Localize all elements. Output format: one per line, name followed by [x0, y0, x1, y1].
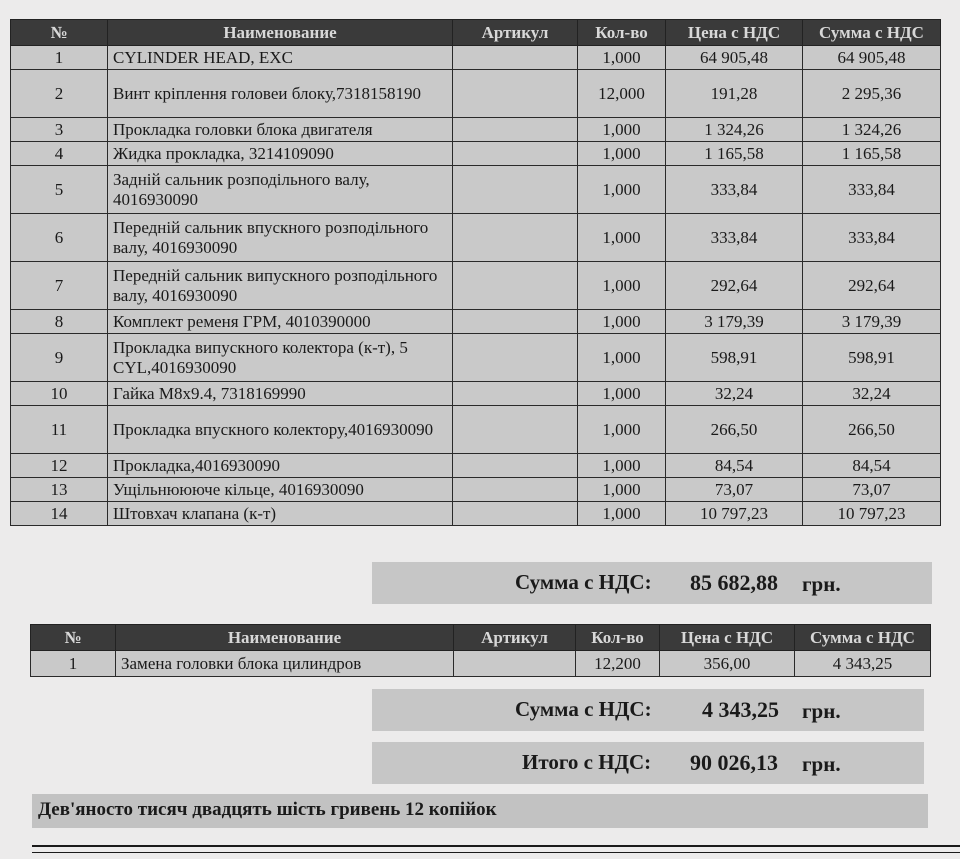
item-article	[453, 214, 578, 262]
table-row	[11, 478, 941, 502]
item-name: Передній сальник впускного розподільного валу, 4016930090	[108, 214, 453, 262]
item-sum: 73,07	[803, 478, 941, 502]
item-quantity: 1,000	[578, 166, 666, 214]
item-price: 84,54	[666, 454, 803, 478]
parts-total-bar	[372, 562, 932, 604]
item-price: 1 324,26	[666, 118, 803, 142]
item-quantity: 1,000	[578, 406, 666, 454]
item-name: Прокладка впускного колектору,4016930090	[108, 406, 453, 454]
item-name: Передній сальник випускного розподільного валу, 4016930090	[108, 262, 453, 310]
row-number: 1	[31, 651, 116, 677]
item-name: Замена головки блока цилиндров	[116, 651, 454, 677]
item-sum: 1 324,26	[803, 118, 941, 142]
item-name: CYLINDER HEAD, EXC	[108, 46, 453, 70]
item-article	[453, 406, 578, 454]
item-quantity: 1,000	[578, 502, 666, 526]
parts-total-currency: грн.	[802, 572, 841, 596]
item-quantity: 1,000	[578, 382, 666, 406]
item-name: Прокладка випускного колектора (к-т), 5 CYL,4016930090	[108, 334, 453, 382]
item-sum: 4 343,25	[795, 651, 931, 677]
table-row	[11, 382, 941, 406]
item-price: 73,07	[666, 478, 803, 502]
column-header-price: Цена с НДС	[666, 20, 803, 46]
item-price: 32,24	[666, 382, 803, 406]
item-name: Ущільнюююче кільце, 4016930090	[108, 478, 453, 502]
item-article	[453, 310, 578, 334]
column-header-number: №	[11, 20, 108, 46]
item-quantity: 1,000	[578, 142, 666, 166]
services-total-currency: грн.	[802, 699, 841, 723]
table-row	[11, 334, 941, 382]
item-price: 333,84	[666, 166, 803, 214]
item-name: Задній сальник розподільного валу, 4016930090	[108, 166, 453, 214]
column-header-price: Цена с НДС	[660, 625, 795, 651]
item-article	[454, 651, 576, 677]
row-number: 7	[11, 262, 108, 310]
row-number: 3	[11, 118, 108, 142]
item-name: Комплект ременя ГРМ, 4010390000	[108, 310, 453, 334]
item-sum: 32,24	[803, 382, 941, 406]
item-sum: 292,64	[803, 262, 941, 310]
bottom-divider	[32, 852, 960, 853]
row-number: 8	[11, 310, 108, 334]
item-article	[453, 46, 578, 70]
item-quantity: 1,000	[578, 454, 666, 478]
parts-table	[10, 19, 941, 526]
item-article	[453, 166, 578, 214]
grand-total-label: Итого с НДС:	[522, 750, 652, 774]
row-number: 14	[11, 502, 108, 526]
services-total-amount: 4 343,25	[702, 697, 779, 722]
item-price: 191,28	[666, 70, 803, 118]
row-number: 9	[11, 334, 108, 382]
item-name: Гайка M8x9.4, 7318169990	[108, 382, 453, 406]
services-total-label: Сумма с НДС:	[515, 697, 652, 721]
item-sum: 333,84	[803, 214, 941, 262]
item-article	[453, 478, 578, 502]
table-row	[11, 406, 941, 454]
item-quantity: 1,000	[578, 214, 666, 262]
amount-in-words: Дев'яносто тисяч двадцять шість гривень 12 копійок	[32, 794, 928, 828]
column-header-number: №	[31, 625, 116, 651]
table-row	[11, 46, 941, 70]
item-article	[453, 118, 578, 142]
item-quantity: 1,000	[578, 46, 666, 70]
column-header-article: Артикул	[454, 625, 576, 651]
grand-total-amount: 90 026,13	[690, 750, 778, 775]
item-article	[453, 382, 578, 406]
row-number: 4	[11, 142, 108, 166]
item-article	[453, 502, 578, 526]
table-row	[11, 262, 941, 310]
table-header-row	[11, 20, 941, 46]
table-row	[11, 70, 941, 118]
parts-total-label: Сумма с НДС:	[515, 570, 652, 594]
column-header-quantity: Кол-во	[578, 20, 666, 46]
item-price: 356,00	[660, 651, 795, 677]
bottom-divider	[32, 845, 960, 847]
table-row	[11, 310, 941, 334]
table-row	[11, 502, 941, 526]
item-sum: 84,54	[803, 454, 941, 478]
item-quantity: 1,000	[578, 478, 666, 502]
table-row	[11, 142, 941, 166]
item-quantity: 1,000	[578, 334, 666, 382]
table-row	[11, 118, 941, 142]
item-sum: 3 179,39	[803, 310, 941, 334]
table-row	[31, 651, 931, 677]
row-number: 1	[11, 46, 108, 70]
table-row	[11, 214, 941, 262]
item-article	[453, 334, 578, 382]
item-sum: 333,84	[803, 166, 941, 214]
item-price: 1 165,58	[666, 142, 803, 166]
item-quantity: 12,000	[578, 70, 666, 118]
item-price: 598,91	[666, 334, 803, 382]
item-sum: 10 797,23	[803, 502, 941, 526]
item-price: 10 797,23	[666, 502, 803, 526]
column-header-sum: Сумма с НДС	[803, 20, 941, 46]
column-header-article: Артикул	[453, 20, 578, 46]
item-sum: 1 165,58	[803, 142, 941, 166]
column-header-name: Наименование	[116, 625, 454, 651]
table-header-row	[31, 625, 931, 651]
row-number: 13	[11, 478, 108, 502]
row-number: 12	[11, 454, 108, 478]
row-number: 6	[11, 214, 108, 262]
item-name: Штовхач клапана (к-т)	[108, 502, 453, 526]
item-quantity: 1,000	[578, 262, 666, 310]
item-quantity: 12,200	[576, 651, 660, 677]
column-header-quantity: Кол-во	[576, 625, 660, 651]
item-sum: 64 905,48	[803, 46, 941, 70]
item-article	[453, 454, 578, 478]
services-total-bar	[372, 689, 924, 731]
column-header-sum: Сумма с НДС	[795, 625, 931, 651]
row-number: 11	[11, 406, 108, 454]
item-name: Прокладка,4016930090	[108, 454, 453, 478]
item-price: 64 905,48	[666, 46, 803, 70]
item-article	[453, 262, 578, 310]
item-sum: 266,50	[803, 406, 941, 454]
item-quantity: 1,000	[578, 118, 666, 142]
services-table	[30, 624, 931, 677]
item-article	[453, 142, 578, 166]
item-article	[453, 70, 578, 118]
item-name: Жидка прокладка, 3214109090	[108, 142, 453, 166]
item-sum: 598,91	[803, 334, 941, 382]
grand-total-bar	[372, 742, 924, 784]
item-quantity: 1,000	[578, 310, 666, 334]
item-price: 3 179,39	[666, 310, 803, 334]
item-name: Винт кріплення головеи блоку,7318158190	[108, 70, 453, 118]
row-number: 5	[11, 166, 108, 214]
item-name: Прокладка головки блока двигателя	[108, 118, 453, 142]
parts-total-amount: 85 682,88	[690, 570, 778, 595]
table-row	[11, 454, 941, 478]
column-header-name: Наименование	[108, 20, 453, 46]
item-price: 266,50	[666, 406, 803, 454]
item-price: 333,84	[666, 214, 803, 262]
row-number: 2	[11, 70, 108, 118]
item-sum: 2 295,36	[803, 70, 941, 118]
row-number: 10	[11, 382, 108, 406]
grand-total-currency: грн.	[802, 752, 841, 776]
item-price: 292,64	[666, 262, 803, 310]
table-row	[11, 166, 941, 214]
